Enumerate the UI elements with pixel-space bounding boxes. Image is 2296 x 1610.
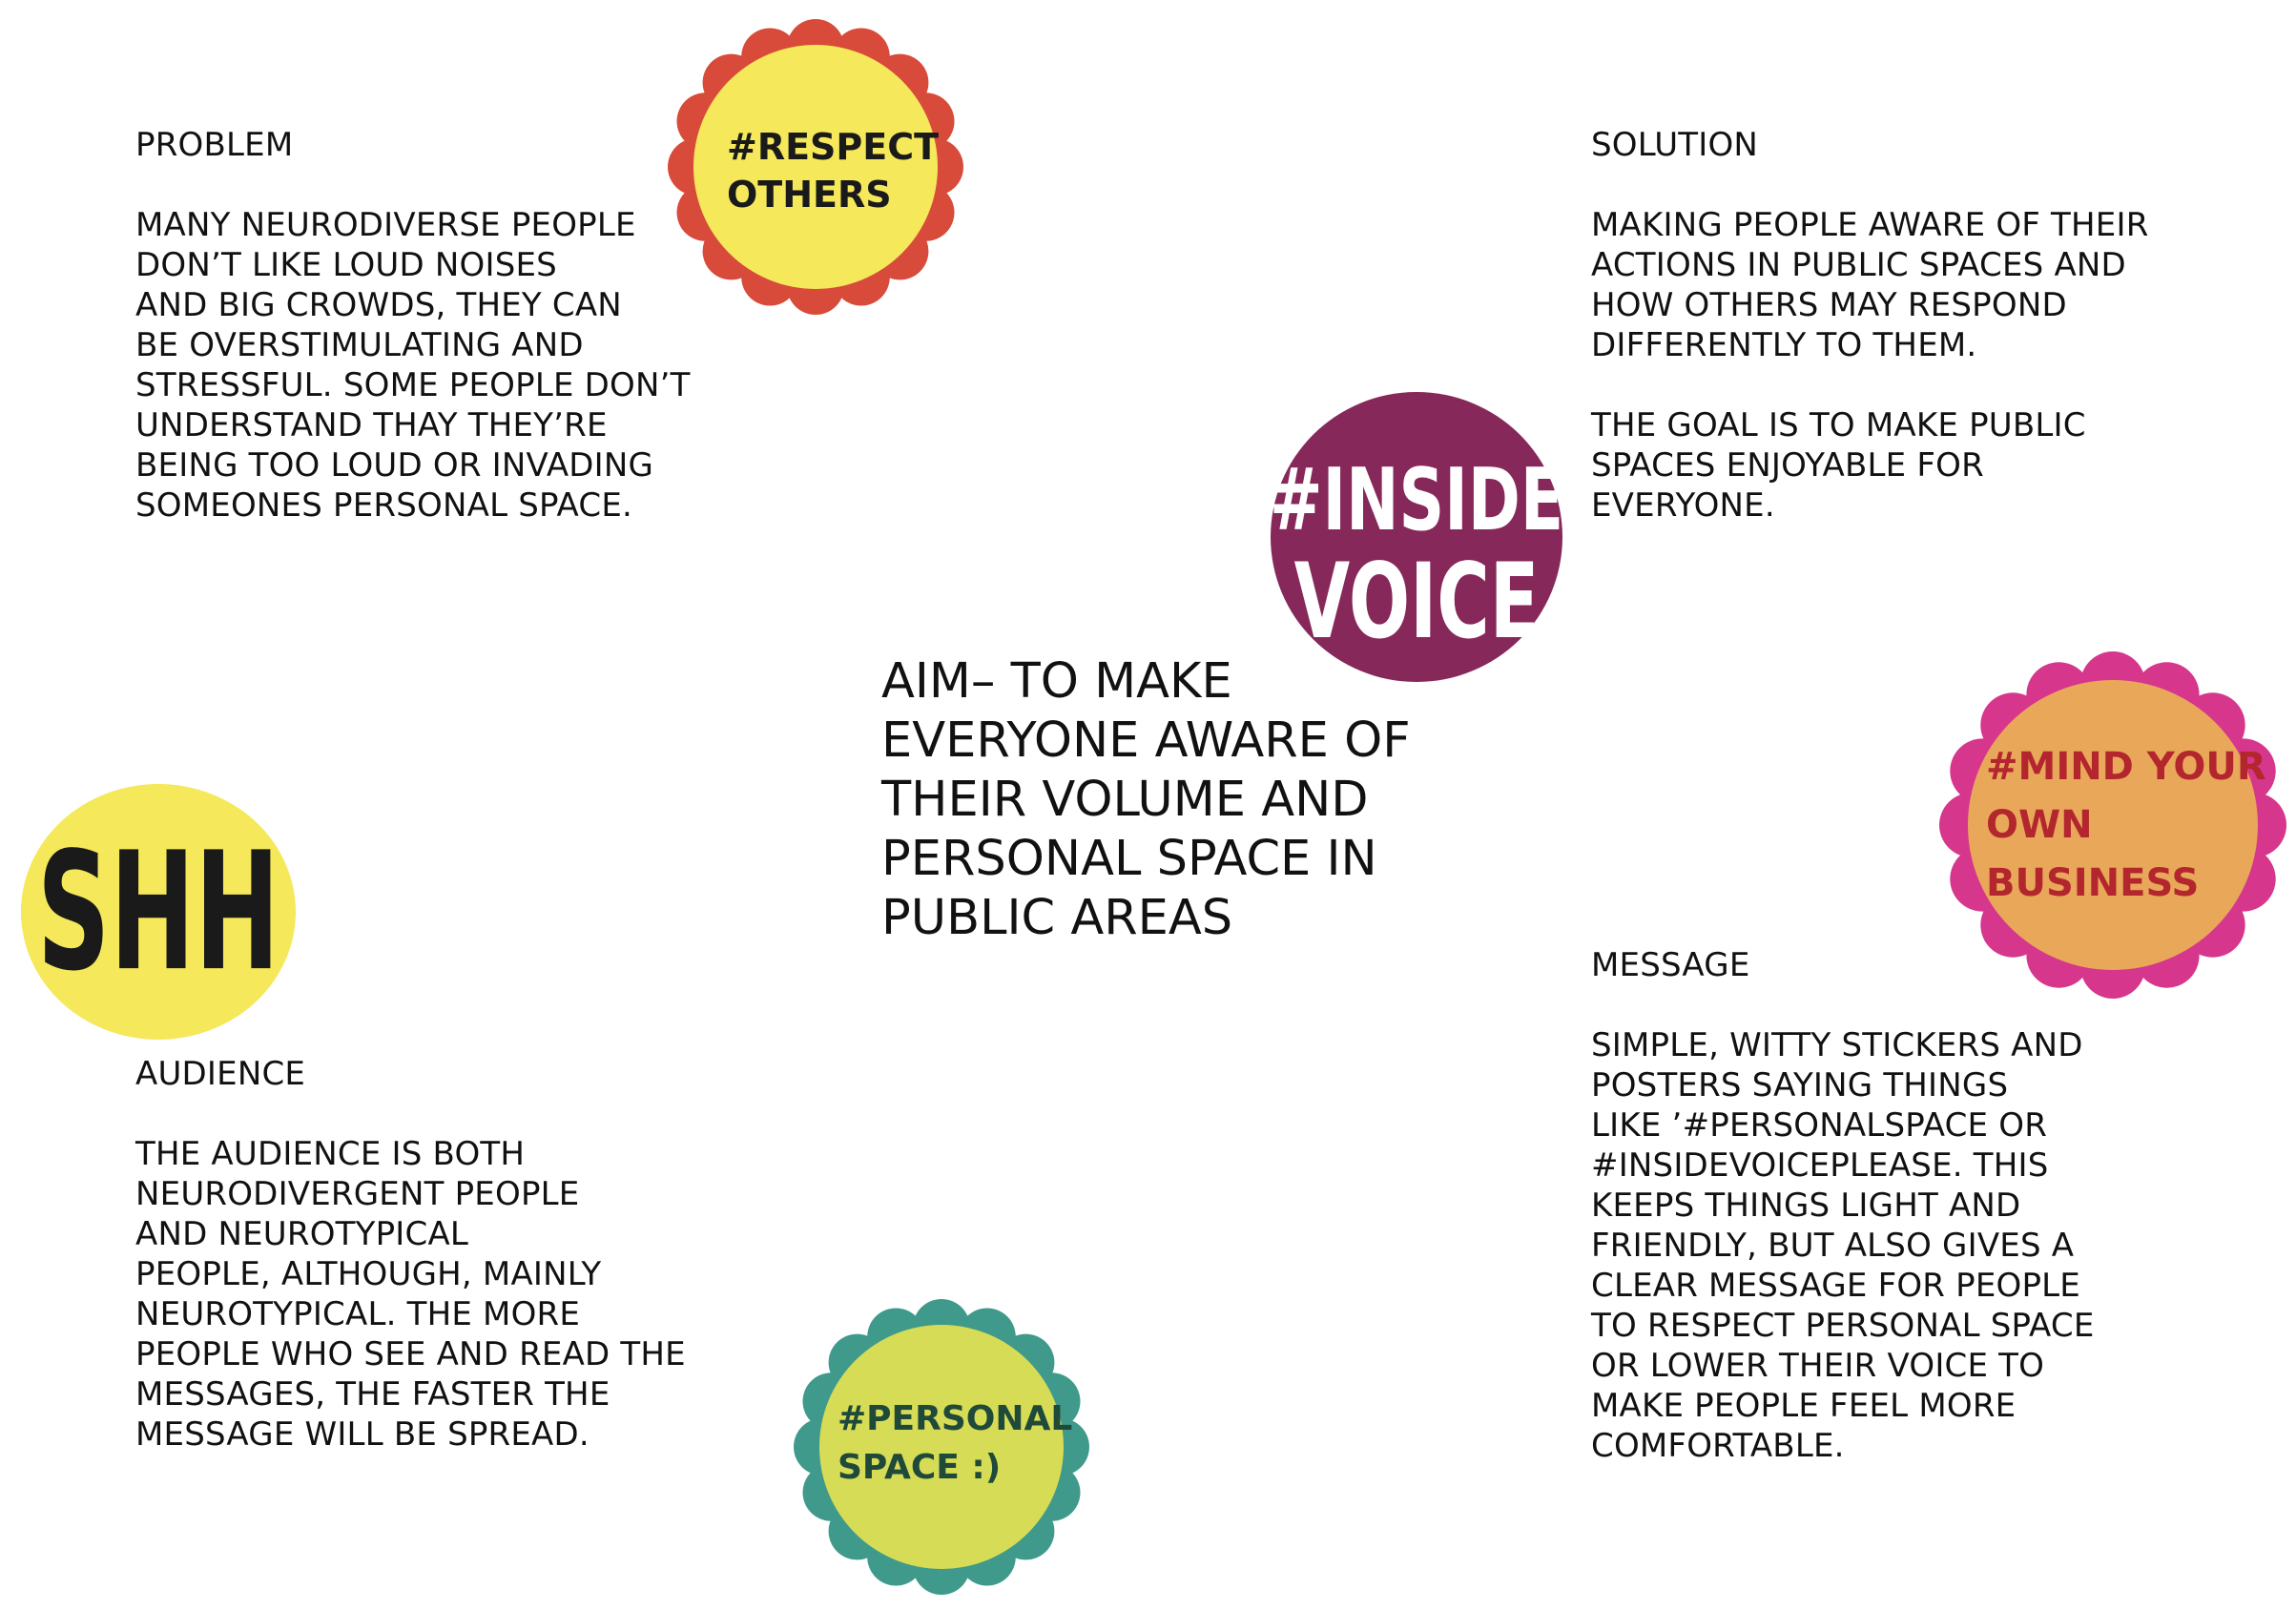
inside-voice-sticker-graphic (1269, 391, 1564, 687)
problem-line: AND BIG CROWDS, THEY CAN (135, 286, 622, 324)
audience-line: PEOPLE WHO SEE AND READ THE (135, 1335, 686, 1373)
solution-line: MAKING PEOPLE AWARE OF THEIR (1591, 206, 2149, 244)
audience-line: MESSAGE WILL BE SPREAD. (135, 1415, 590, 1454)
personal-center (819, 1325, 1064, 1569)
personal-line1: #PERSONAL (838, 1399, 1073, 1438)
message-line: COMFORTABLE. (1591, 1427, 1845, 1465)
message-line: FRIENDLY, BUT ALSO GIVES A (1591, 1227, 2075, 1265)
aim-line: AIM– TO MAKE (881, 653, 1232, 710)
message-line: TO RESPECT PERSONAL SPACE (1591, 1307, 2095, 1345)
solution-section (1591, 125, 2149, 526)
inside-voice-sticker (1269, 391, 1564, 687)
problem-line: SOMEONES PERSONAL SPACE. (135, 486, 633, 525)
problem-line: STRESSFUL. SOME PEOPLE DON’T (135, 366, 691, 404)
solution-line: DIFFERENTLY TO THEM. (1591, 326, 1977, 364)
mind-line1: #MIND YOUR (1986, 745, 2266, 789)
solution-line: ACTIONS IN PUBLIC SPACES AND (1591, 246, 2126, 284)
message-heading: MESSAGE (1591, 946, 1750, 984)
mind-your-own-business-sticker (1936, 649, 2289, 1001)
respect-line1: #RESPECT (727, 126, 940, 168)
mind-line2: OWN (1986, 803, 2093, 847)
message-section (1591, 945, 2095, 1466)
respect-others-sticker-graphic (668, 19, 963, 315)
problem-section (135, 125, 691, 526)
message-line: CLEAR MESSAGE FOR PEOPLE (1591, 1267, 2080, 1305)
problem-line: UNDERSTAND THAY THEY’RE (135, 406, 608, 444)
problem-heading: PROBLEM (135, 126, 294, 164)
problem-line: BE OVERSTIMULATING AND (135, 326, 584, 364)
inside-voice-line1: #INSIDE (1269, 449, 1564, 550)
solution-goal-line: SPACES ENJOYABLE FOR (1591, 446, 1984, 485)
audience-line: NEUROTYPICAL. THE MORE (135, 1295, 581, 1333)
message-line: #INSIDEVOICEPLEASE. THIS (1591, 1146, 2049, 1185)
aim-statement (881, 652, 1411, 948)
problem-line: DON’T LIKE LOUD NOISES (135, 246, 557, 284)
problem-line: BEING TOO LOUD OR INVADING (135, 446, 654, 485)
solution-goal-line: THE GOAL IS TO MAKE PUBLIC (1591, 406, 2086, 444)
mind-line3: BUSINESS (1986, 861, 2200, 905)
aim-line: PERSONAL SPACE IN (881, 831, 1377, 887)
message-line: LIKE ’#PERSONALSPACE OR (1591, 1106, 2048, 1145)
aim-line: THEIR VOLUME AND (881, 772, 1369, 828)
audience-line: MESSAGES, THE FASTER THE (135, 1375, 610, 1414)
shh-sticker-graphic (19, 782, 298, 1042)
problem-line: MANY NEURODIVERSE PEOPLE (135, 206, 636, 244)
audience-section (135, 1054, 686, 1455)
audience-line: THE AUDIENCE IS BOTH (135, 1135, 526, 1173)
personal-space-sticker (794, 1299, 1089, 1595)
personal-line2: SPACE :) (838, 1448, 1002, 1487)
solution-goal-line: EVERYONE. (1591, 486, 1775, 525)
shh-text: SHH (36, 816, 280, 1007)
message-line: MAKE PEOPLE FEEL MORE (1591, 1387, 2017, 1425)
personal-space-sticker-graphic (794, 1299, 1089, 1595)
audience-heading: AUDIENCE (135, 1055, 306, 1093)
message-line: KEEPS THINGS LIGHT AND (1591, 1187, 2021, 1225)
mind-business-sticker-graphic (1936, 649, 2289, 1001)
aim-line: EVERYONE AWARE OF (881, 712, 1411, 769)
shh-sticker (19, 782, 298, 1042)
inside-voice-line2: VOICE (1293, 541, 1540, 663)
respect-others-sticker (668, 19, 963, 315)
solution-line: HOW OTHERS MAY RESPOND (1591, 286, 2067, 324)
aim-line: PUBLIC AREAS (881, 890, 1233, 946)
respect-line2: OTHERS (727, 174, 892, 216)
solution-heading: SOLUTION (1591, 126, 1759, 164)
message-line: SIMPLE, WITTY STICKERS AND (1591, 1026, 2083, 1064)
audience-line: NEURODIVERGENT PEOPLE (135, 1175, 580, 1213)
message-line: OR LOWER THEIR VOICE TO (1591, 1347, 2045, 1385)
audience-line: PEOPLE, ALTHOUGH, MAINLY (135, 1255, 602, 1293)
message-line: POSTERS SAYING THINGS (1591, 1066, 2009, 1104)
audience-line: AND NEUROTYPICAL (135, 1215, 469, 1253)
paragraph-gap (1591, 365, 2149, 405)
